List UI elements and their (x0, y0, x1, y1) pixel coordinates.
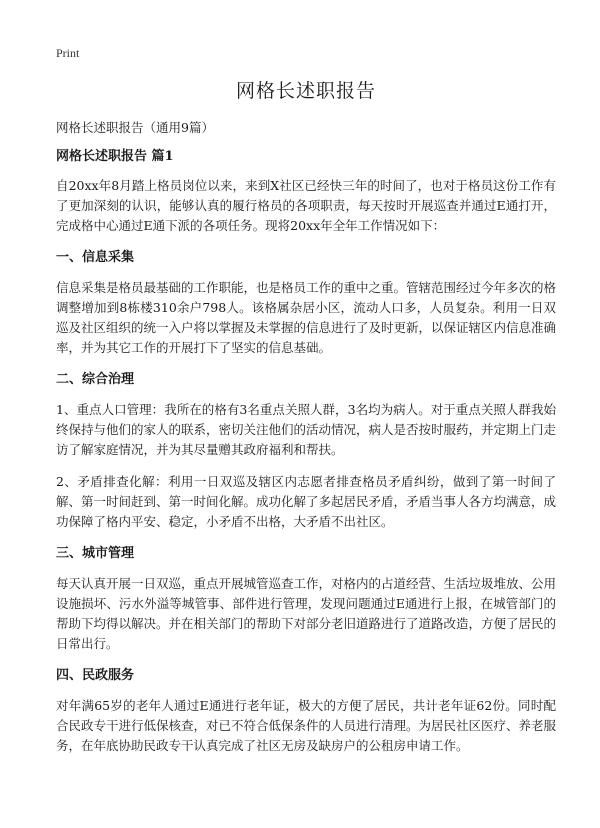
print-label[interactable]: Print (56, 46, 80, 60)
section-paragraph: 每天认真开展一日双巡，重点开展城管巡查工作，对格内的占道经营、生活垃圾堆放、公用设施损坏、污水外溢等城管事、部件进行管理，发现问题通过E通进行上报，在城管部门的帮助下均得以解决。并在相关部门的帮助下对部分老旧道路进行了道路改造，方便了居民的日常出行。 (56, 576, 557, 651)
intro-paragraph: 自20xx年8月踏上格员岗位以来，来到X社区已经快三年的时间了，也对于格员这份工作有了更加深刻的认识，能够认真的履行格员的各项职责，每天按时开展巡查并通过E通打开，完成格中心通过E通下派的各项任务。现将20xx年全年工作情况如下： (56, 178, 556, 233)
section-paragraph: 2、矛盾排查化解：利用一日双巡及辖区内志愿者排查格员矛盾纠纷，做到了第一时间了解、第一时间赶到、第一时间化解。成功化解了多起居民矛盾，矛盾当事人各方均满意，成功保障了格内平安、稳定，小矛盾不出格，大矛盾不出社区。 (56, 474, 557, 529)
section-heading: 四、民政服务 (56, 668, 135, 683)
section-heading: 三、城市管理 (56, 546, 135, 561)
section-civil-affairs (56, 666, 556, 756)
document-subtitle: 网格长述职报告（通用9篇） (56, 120, 214, 135)
section-paragraph: 对年满65岁的老年人通过E通进行老年证，极大的方便了居民，共计老年证62份。同时配合民政专干进行低保核查，对已不符合低保条件的人员进行清理。为居民社区医疗、养老服务，在年底协助民政专干认真完成了社区无房及缺房户的公租房申请工作。 (56, 698, 557, 753)
part-title: 网格长述职报告 篇1 (56, 149, 174, 164)
section-heading: 二、综合治理 (56, 372, 135, 387)
section-paragraph: 信息采集是格员最基础的工作职能，也是格员工作的重中之重。管辖范围经过今年多次的格调整增加到8栋楼310余户798人。该格属杂居小区，流动人口多，人员复杂。利用一日双巡及社区组织的统一入户将以掌握及未掌握的信息进行了及时更新，以保证辖区内信息准确率，并为其它工作的开展打下了坚实的信息基础。 (56, 280, 557, 355)
section-heading: 一、信息采集 (56, 250, 135, 265)
document-title: 网格长述职报告 (235, 80, 376, 102)
section-comprehensive-governance (56, 370, 556, 532)
section-info-collection (56, 248, 556, 358)
section-city-management (56, 544, 556, 654)
section-paragraph: 1、重点人口管理：我所在的格有3名重点关照人群，3名均为病人。对于重点关照人群我始终保持与他们的家人的联系，密切关注他们的活动情况，病人是否按时服药，并定期上门走访了解家庭情况，并为其尽量赠其政府福利和帮扶。 (56, 402, 557, 457)
